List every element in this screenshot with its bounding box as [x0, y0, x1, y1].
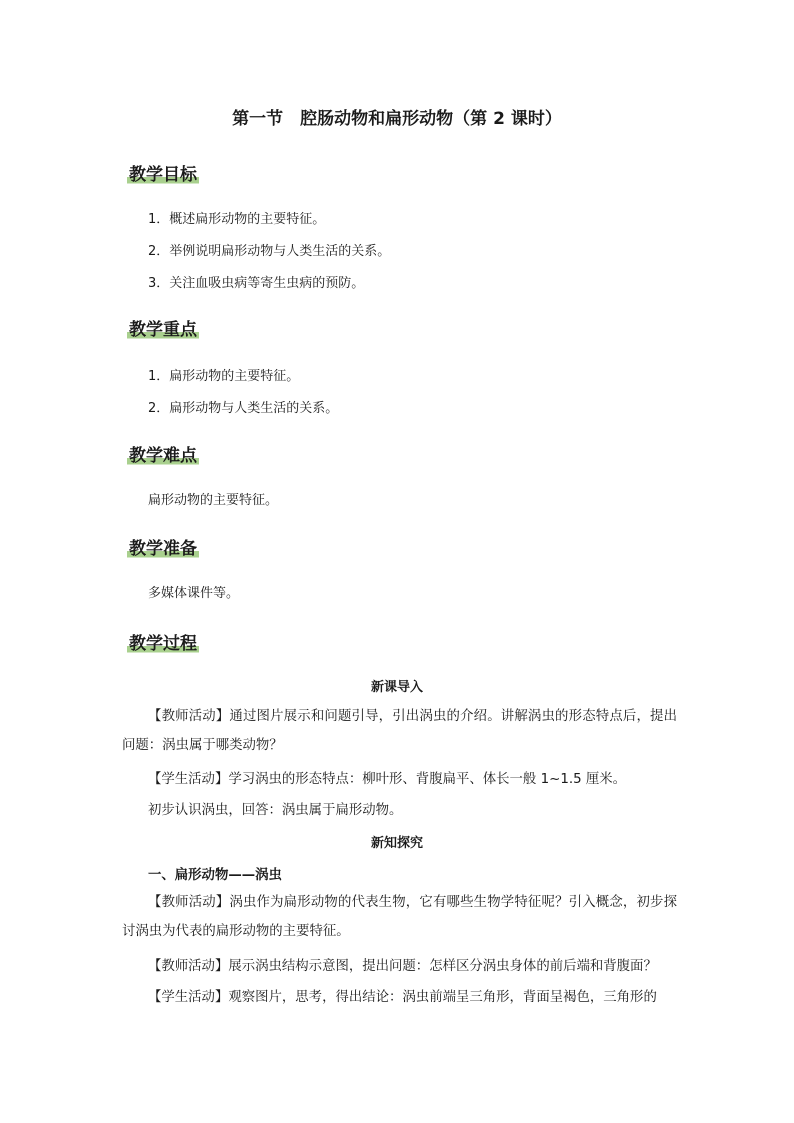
subheading-lesson-intro: 新课导入 — [370, 680, 423, 695]
difficulties-text: 扁形动物的主要特征。 — [148, 493, 279, 508]
paragraph-student-activity-2: 【学生活动】观察图片，思考，得出结论：涡虫前端呈三角形，背面呈褐色，三角形的 — [148, 990, 657, 1005]
heading-teaching-goals: 教学目标 — [127, 160, 199, 185]
preparation-text: 多媒体课件等。 — [148, 586, 240, 601]
heading-preparation: 教学准备 — [127, 534, 199, 559]
paragraph-teacher-activity-2: 【教师活动】涡虫作为扁形动物的代表生物，它有哪些生物学特征呢？引入概念，初步探讨涡虫为代表的扁形动物的主要特征。 — [122, 895, 677, 939]
key-point-item-2: 2．扁形动物与人类生活的关系。 — [148, 401, 339, 416]
key-point-item-1: 1．扁形动物的主要特征。 — [148, 369, 300, 384]
heading-process: 教学过程 — [127, 629, 199, 654]
heading-key-points: 教学重点 — [127, 315, 199, 340]
heading-difficulties: 教学难点 — [127, 441, 199, 466]
goal-item-1: 1．概述扁形动物的主要特征。 — [148, 212, 326, 227]
subheading-new-knowledge: 新知探究 — [370, 836, 423, 851]
paragraph-student-answer: 初步认识涡虫，回答：涡虫属于扁形动物。 — [148, 803, 403, 818]
goal-item-2: 2．举例说明扁形动物与人类生活的关系。 — [148, 244, 391, 259]
goal-item-3: 3．关注血吸虫病等寄生虫病的预防。 — [148, 276, 365, 291]
paragraph-student-activity-1: 【学生活动】学习涡虫的形态特点：柳叶形、背腹扁平、体长一般 1~1.5 厘米。 — [148, 772, 627, 787]
document-title: 第一节 腔肠动物和扁形动物（第 2 课时） — [232, 109, 562, 129]
paragraph-teacher-activity-3: 【教师活动】展示涡虫结构示意图，提出问题：怎样区分涡虫身体的前后端和背腹面？ — [148, 959, 657, 974]
paragraph-teacher-activity-1: 【教师活动】通过图片展示和问题引导，引出涡虫的介绍。讲解涡虫的形态特点后，提出问题：涡虫属于哪类动物？ — [122, 709, 677, 753]
subsection-flatworm-planarian: 一、扁形动物——涡虫 — [148, 868, 282, 883]
